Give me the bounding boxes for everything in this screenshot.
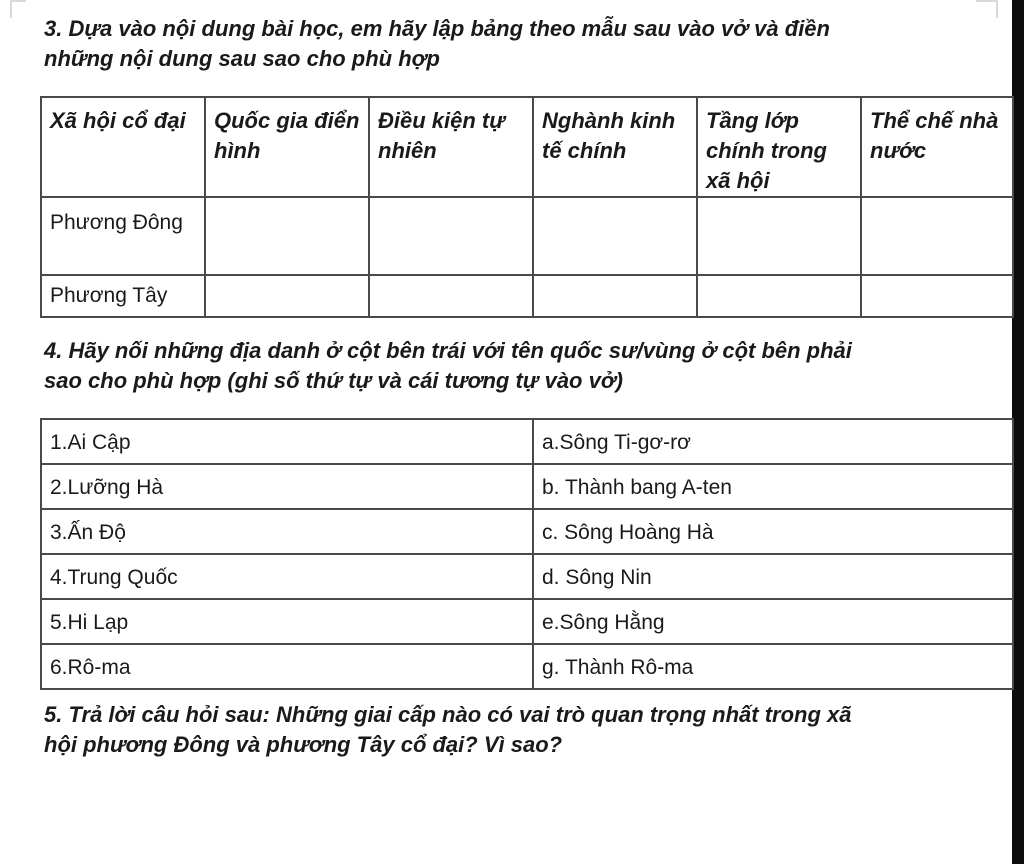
question-5-line-1: 5. Trả lời câu hỏi sau: Những giai cấp nào có vai trò quan trọng nhất trong xã — [44, 702, 852, 727]
table-header-cell: Quốc gia điển hình — [205, 97, 369, 197]
table-cell: 1.Ai Cập — [41, 419, 533, 464]
table-cell — [205, 275, 369, 317]
question-4-line-1: 4. Hãy nối những địa danh ở cột bên trái với tên quốc sư/vùng ở cột bên phải — [44, 338, 852, 363]
table-cell: Phương Tây — [41, 275, 205, 317]
table-cell: d. Sông Nin — [533, 554, 1013, 599]
table-row — [41, 464, 1013, 509]
corner-mark-left — [10, 0, 26, 18]
table-cell: 3.Ấn Độ — [41, 509, 533, 554]
table-cell: 6.Rô-ma — [41, 644, 533, 689]
table-row — [41, 275, 1013, 317]
table-cell: g. Thành Rô-ma — [533, 644, 1013, 689]
table-cell: 4.Trung Quốc — [41, 554, 533, 599]
table-row — [41, 419, 1013, 464]
table-cell — [533, 275, 697, 317]
matching-table — [40, 418, 1014, 690]
table-row — [41, 644, 1013, 689]
question-5-line-2: hội phương Đông và phương Tây cổ đại? Vì sao? — [44, 732, 563, 757]
comparison-table — [40, 96, 1014, 318]
table-row — [41, 599, 1013, 644]
table-header-cell: Thể chế nhà nước — [861, 97, 1013, 197]
table-header-cell: Xã hội cổ đại — [41, 97, 205, 197]
table-cell: c. Sông Hoàng Hà — [533, 509, 1013, 554]
table-cell — [697, 275, 861, 317]
question-4-line-2: sao cho phù hợp (ghi số thứ tự và cái tương tự vào vở) — [44, 368, 623, 393]
table-row — [41, 554, 1013, 599]
table-cell — [369, 197, 533, 275]
table-cell — [369, 275, 533, 317]
table-cell — [861, 275, 1013, 317]
table-cell: a.Sông Ti-gơ-rơ — [533, 419, 1013, 464]
question-4 — [44, 336, 994, 396]
table-header-row — [41, 97, 1013, 197]
question-3-line-1: 3. Dựa vào nội dung bài học, em hãy lập bảng theo mẫu sau vào vở và điền — [44, 16, 830, 41]
table-cell: 2.Lưỡng Hà — [41, 464, 533, 509]
table-cell: 5.Hi Lạp — [41, 599, 533, 644]
table-cell — [861, 197, 1013, 275]
question-5 — [44, 700, 994, 760]
table-row — [41, 197, 1013, 275]
question-3-line-2: những nội dung sau sao cho phù hợp — [44, 46, 440, 71]
table-cell: e.Sông Hằng — [533, 599, 1013, 644]
table-cell — [205, 197, 369, 275]
table-cell: b. Thành bang A-ten — [533, 464, 1013, 509]
table-cell — [697, 197, 861, 275]
table-header-cell: Nghành kinh tế chính — [533, 97, 697, 197]
table-row — [41, 509, 1013, 554]
table-cell — [533, 197, 697, 275]
question-3 — [44, 14, 994, 74]
table-cell: Phương Đông — [41, 197, 205, 275]
table-header-cell: Điều kiện tự nhiên — [369, 97, 533, 197]
table-header-cell: Tầng lớp chính trong xã hội — [697, 97, 861, 197]
